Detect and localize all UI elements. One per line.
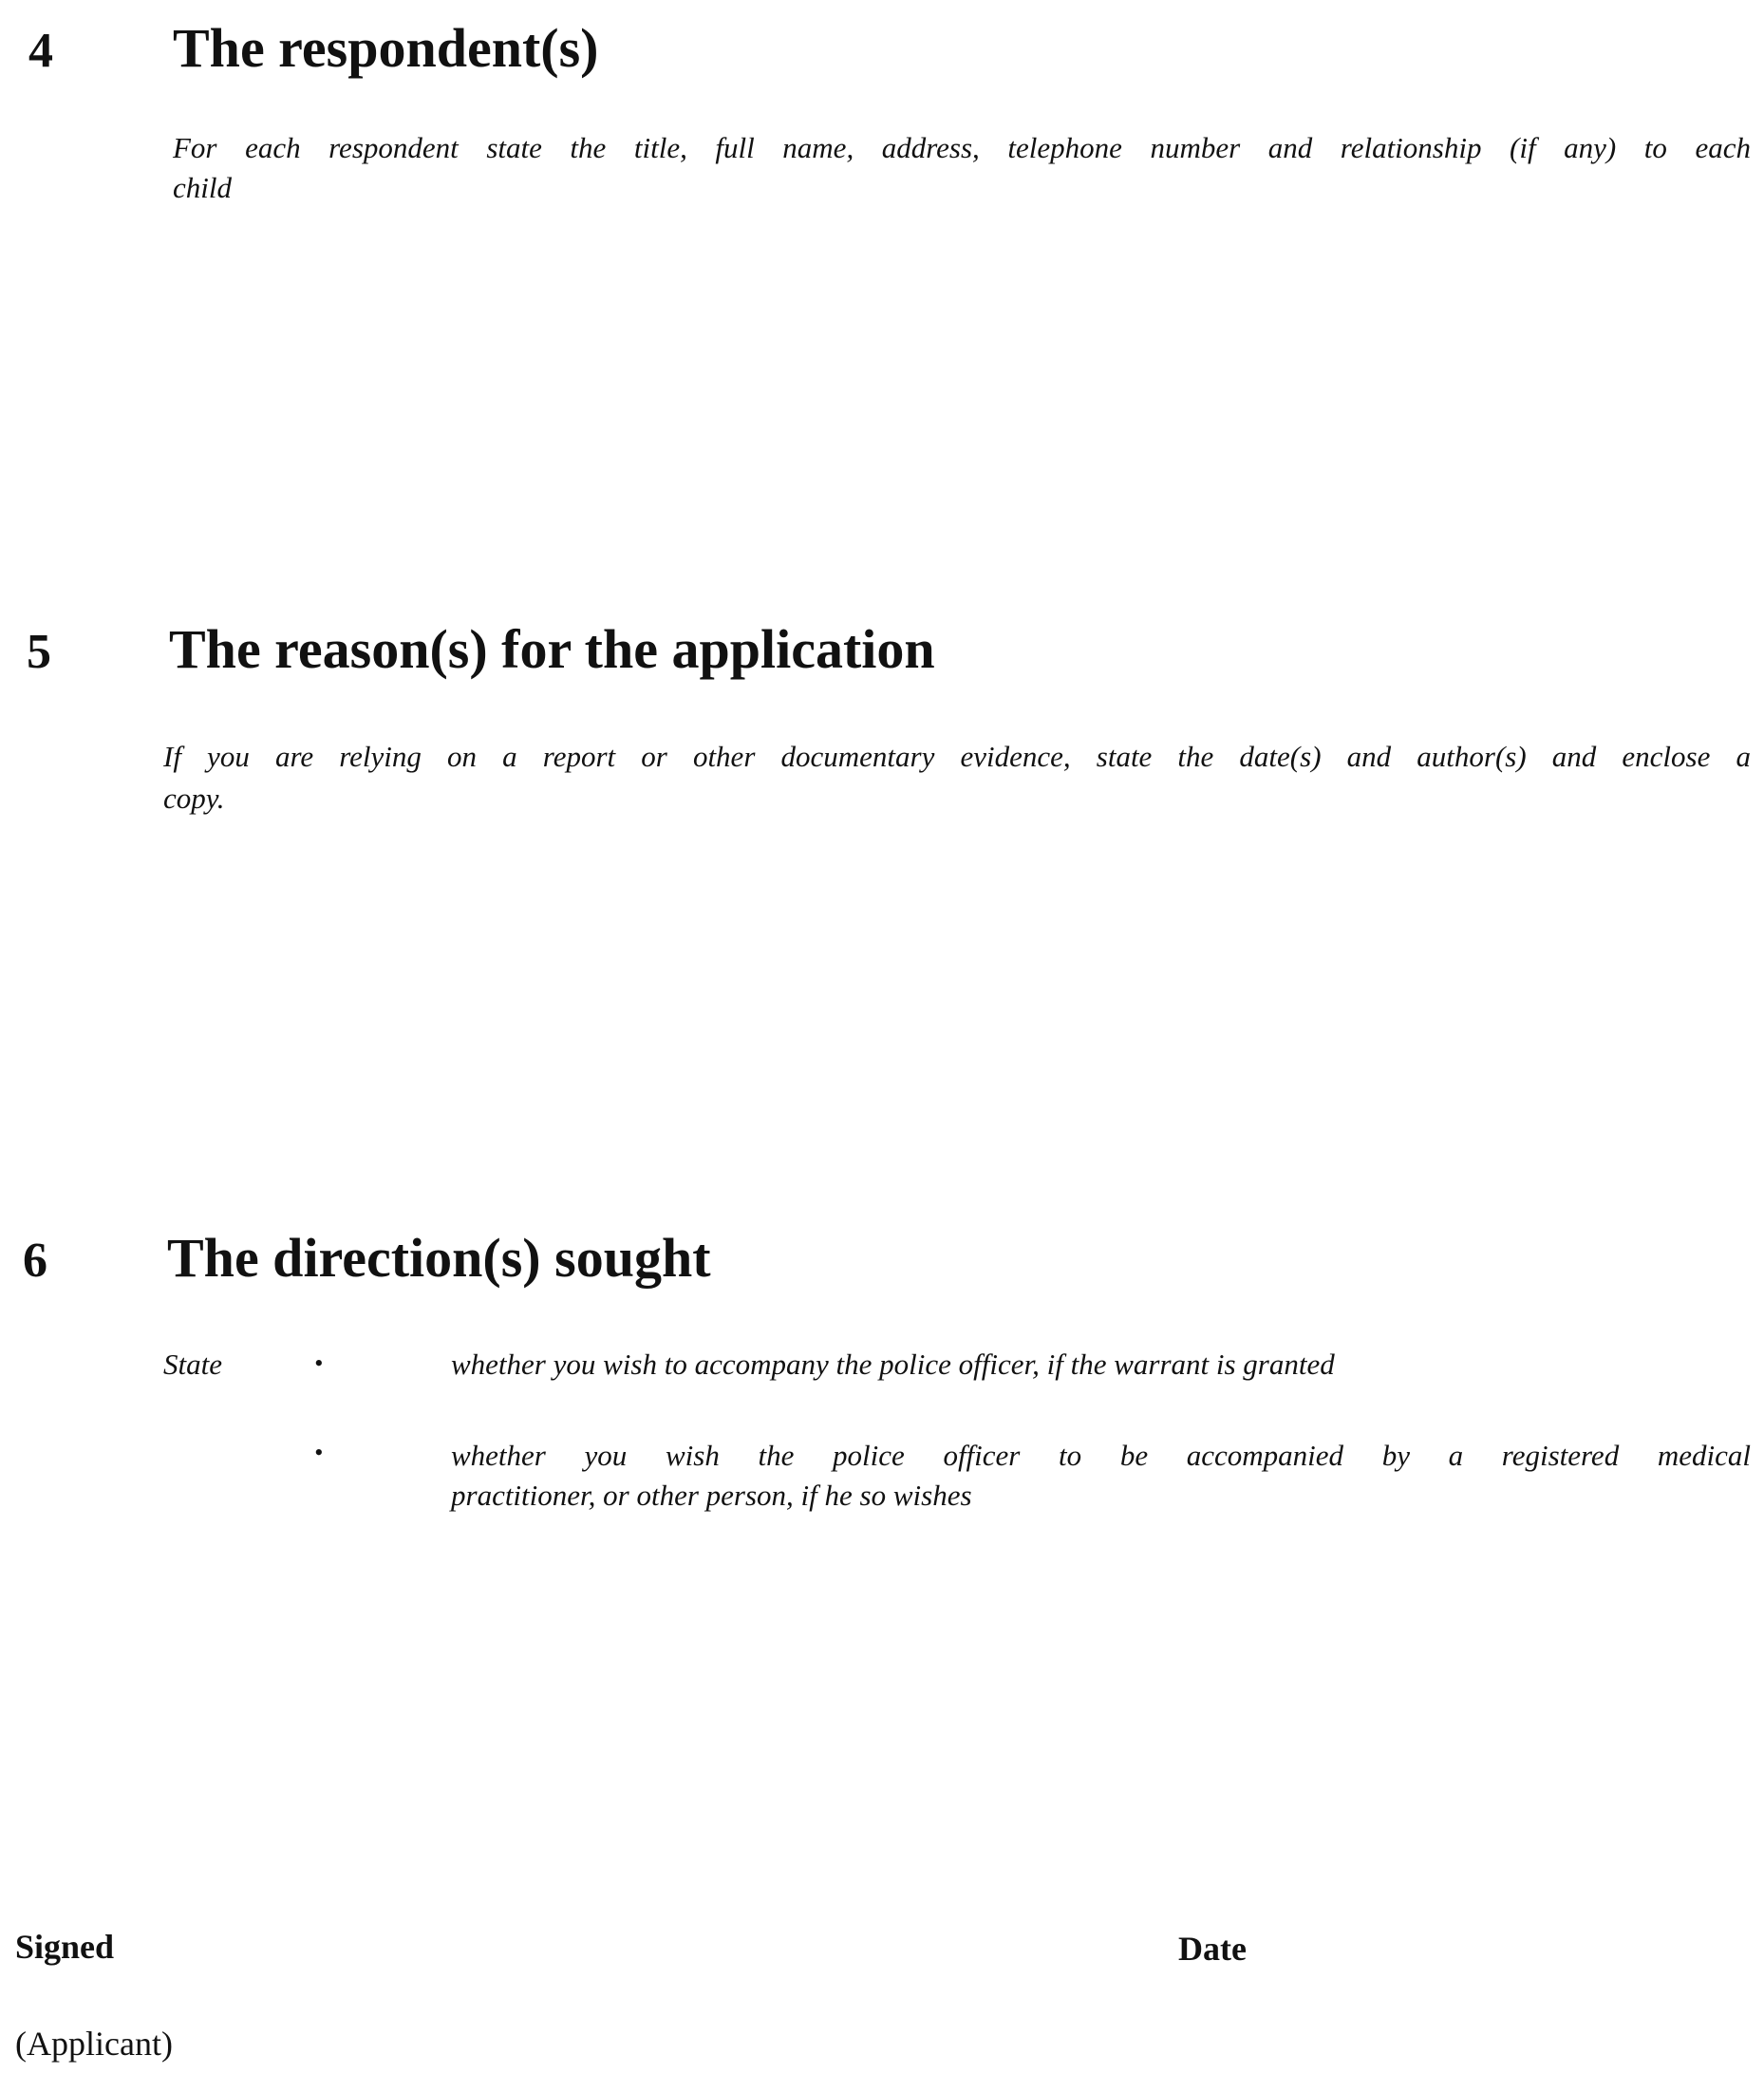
- section-instruction: copy.: [163, 782, 225, 815]
- state-label: State: [163, 1348, 222, 1381]
- signed-label: Signed: [15, 1928, 115, 1966]
- applicant-label: (Applicant): [15, 2025, 173, 2063]
- date-label: Date: [1178, 1930, 1247, 1968]
- section-number: 4: [28, 24, 53, 78]
- section-title: The direction(s) sought: [167, 1227, 711, 1289]
- bullet-text: whether you wish the police officer to be accompanied by a registered medical: [451, 1439, 1751, 1472]
- bullet-text: practitioner, or other person, if he so wishes: [451, 1479, 972, 1512]
- section-instruction: If you are relying on a report or other documentary evidence, state the date(s) and author(s) and enclose a: [163, 740, 1751, 773]
- bullet-icon: •: [314, 1349, 324, 1377]
- section-number: 5: [27, 625, 51, 679]
- section-number: 6: [23, 1234, 47, 1288]
- bullet-icon: •: [314, 1439, 324, 1466]
- section-instruction: For each respondent state the title, full name, address, telephone number and relationship (if any) to each: [173, 131, 1751, 164]
- section-title: The reason(s) for the application: [169, 618, 935, 680]
- section-instruction: child: [173, 171, 232, 204]
- bullet-text: whether you wish to accompany the police officer, if the warrant is granted: [451, 1348, 1335, 1381]
- section-title: The respondent(s): [173, 17, 599, 79]
